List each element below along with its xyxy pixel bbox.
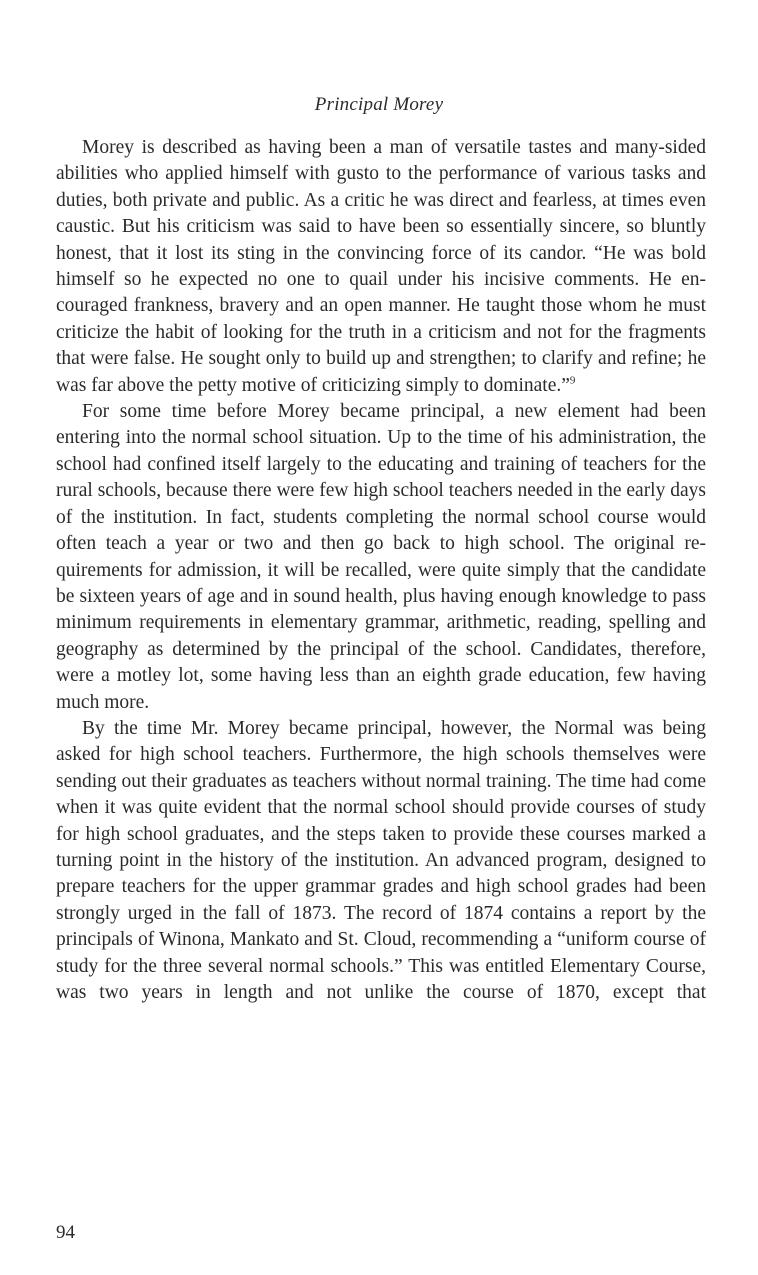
running-head: Principal Morey — [314, 94, 444, 115]
paragraph-text: For some time before Morey became principal, a new element had been entering into the normal school situation. Up to the time of his administration, the school had confined itself largely to the educating and training of teachers for the rural schools, because there were few high school teachers needed in the early days of the institution. In fact, students completing the normal school course would often teach a year or two and then go back to high school. The original requirements for admission, it will be recalled, were quite simply that the candidate be sixteen years of age and in sound health, plus having enough knowledge to pass minimum requirements in elementary grammar, arithmetic, reading, spelling and geography as determined by the principal of the school. Candidates, therefore, were a motley lot, some having less than an eighth grade education, few having much more. — [56, 401, 706, 713]
page-number: 94 — [56, 1222, 75, 1243]
paragraph — [56, 716, 706, 1006]
paragraph-text: Morey is described as having been a man of versatile tastes and many-sided abilities who applied himself with gusto to the performance of various tasks and duties, both private and public. As a critic he was direct and fearless, at times even caustic. But his criticism was said to have been so essentially sincere, so bluntly honest, that it lost its sting in the convincing force of its candor. “He was bold himself so he expected no one to quail under his incisive comments. He encouraged frankness, bravery and an open manner. He taught those whom he must criticize the habit of looking for the truth in a criticism and not for the fragments that were false. He sought only to build up and strengthen; to clarify and refine; he was far above the petty motive of criticizing simply to dominate.” — [56, 137, 706, 396]
paragraph — [56, 135, 706, 399]
paragraph-text: By the time Mr. Morey became principal, however, the Normal was being asked for high school teachers. Furthermore, the high schools themselves were sending out their graduates as teachers without normal training. The time had come when it was quite evident that the normal school should provide courses of study for high school graduates, and the steps taken to provide these courses marked a turning point in the history of the institution. An advanced program, designed to prepare teachers for the upper grammar grades and high school grades had been strongly urged in the fall of 1873. The record of 1874 contains a report by the principals of Winona, Mankato and St. Cloud, recommending a “uniform course of study for the three several normal schools.” This was entitled Elementary Course, was two years in length and not unlike the course of 1870, except that — [56, 717, 706, 1003]
body-text — [56, 135, 706, 1006]
footnote-reference: 9 — [569, 374, 576, 387]
paragraph — [56, 399, 706, 716]
